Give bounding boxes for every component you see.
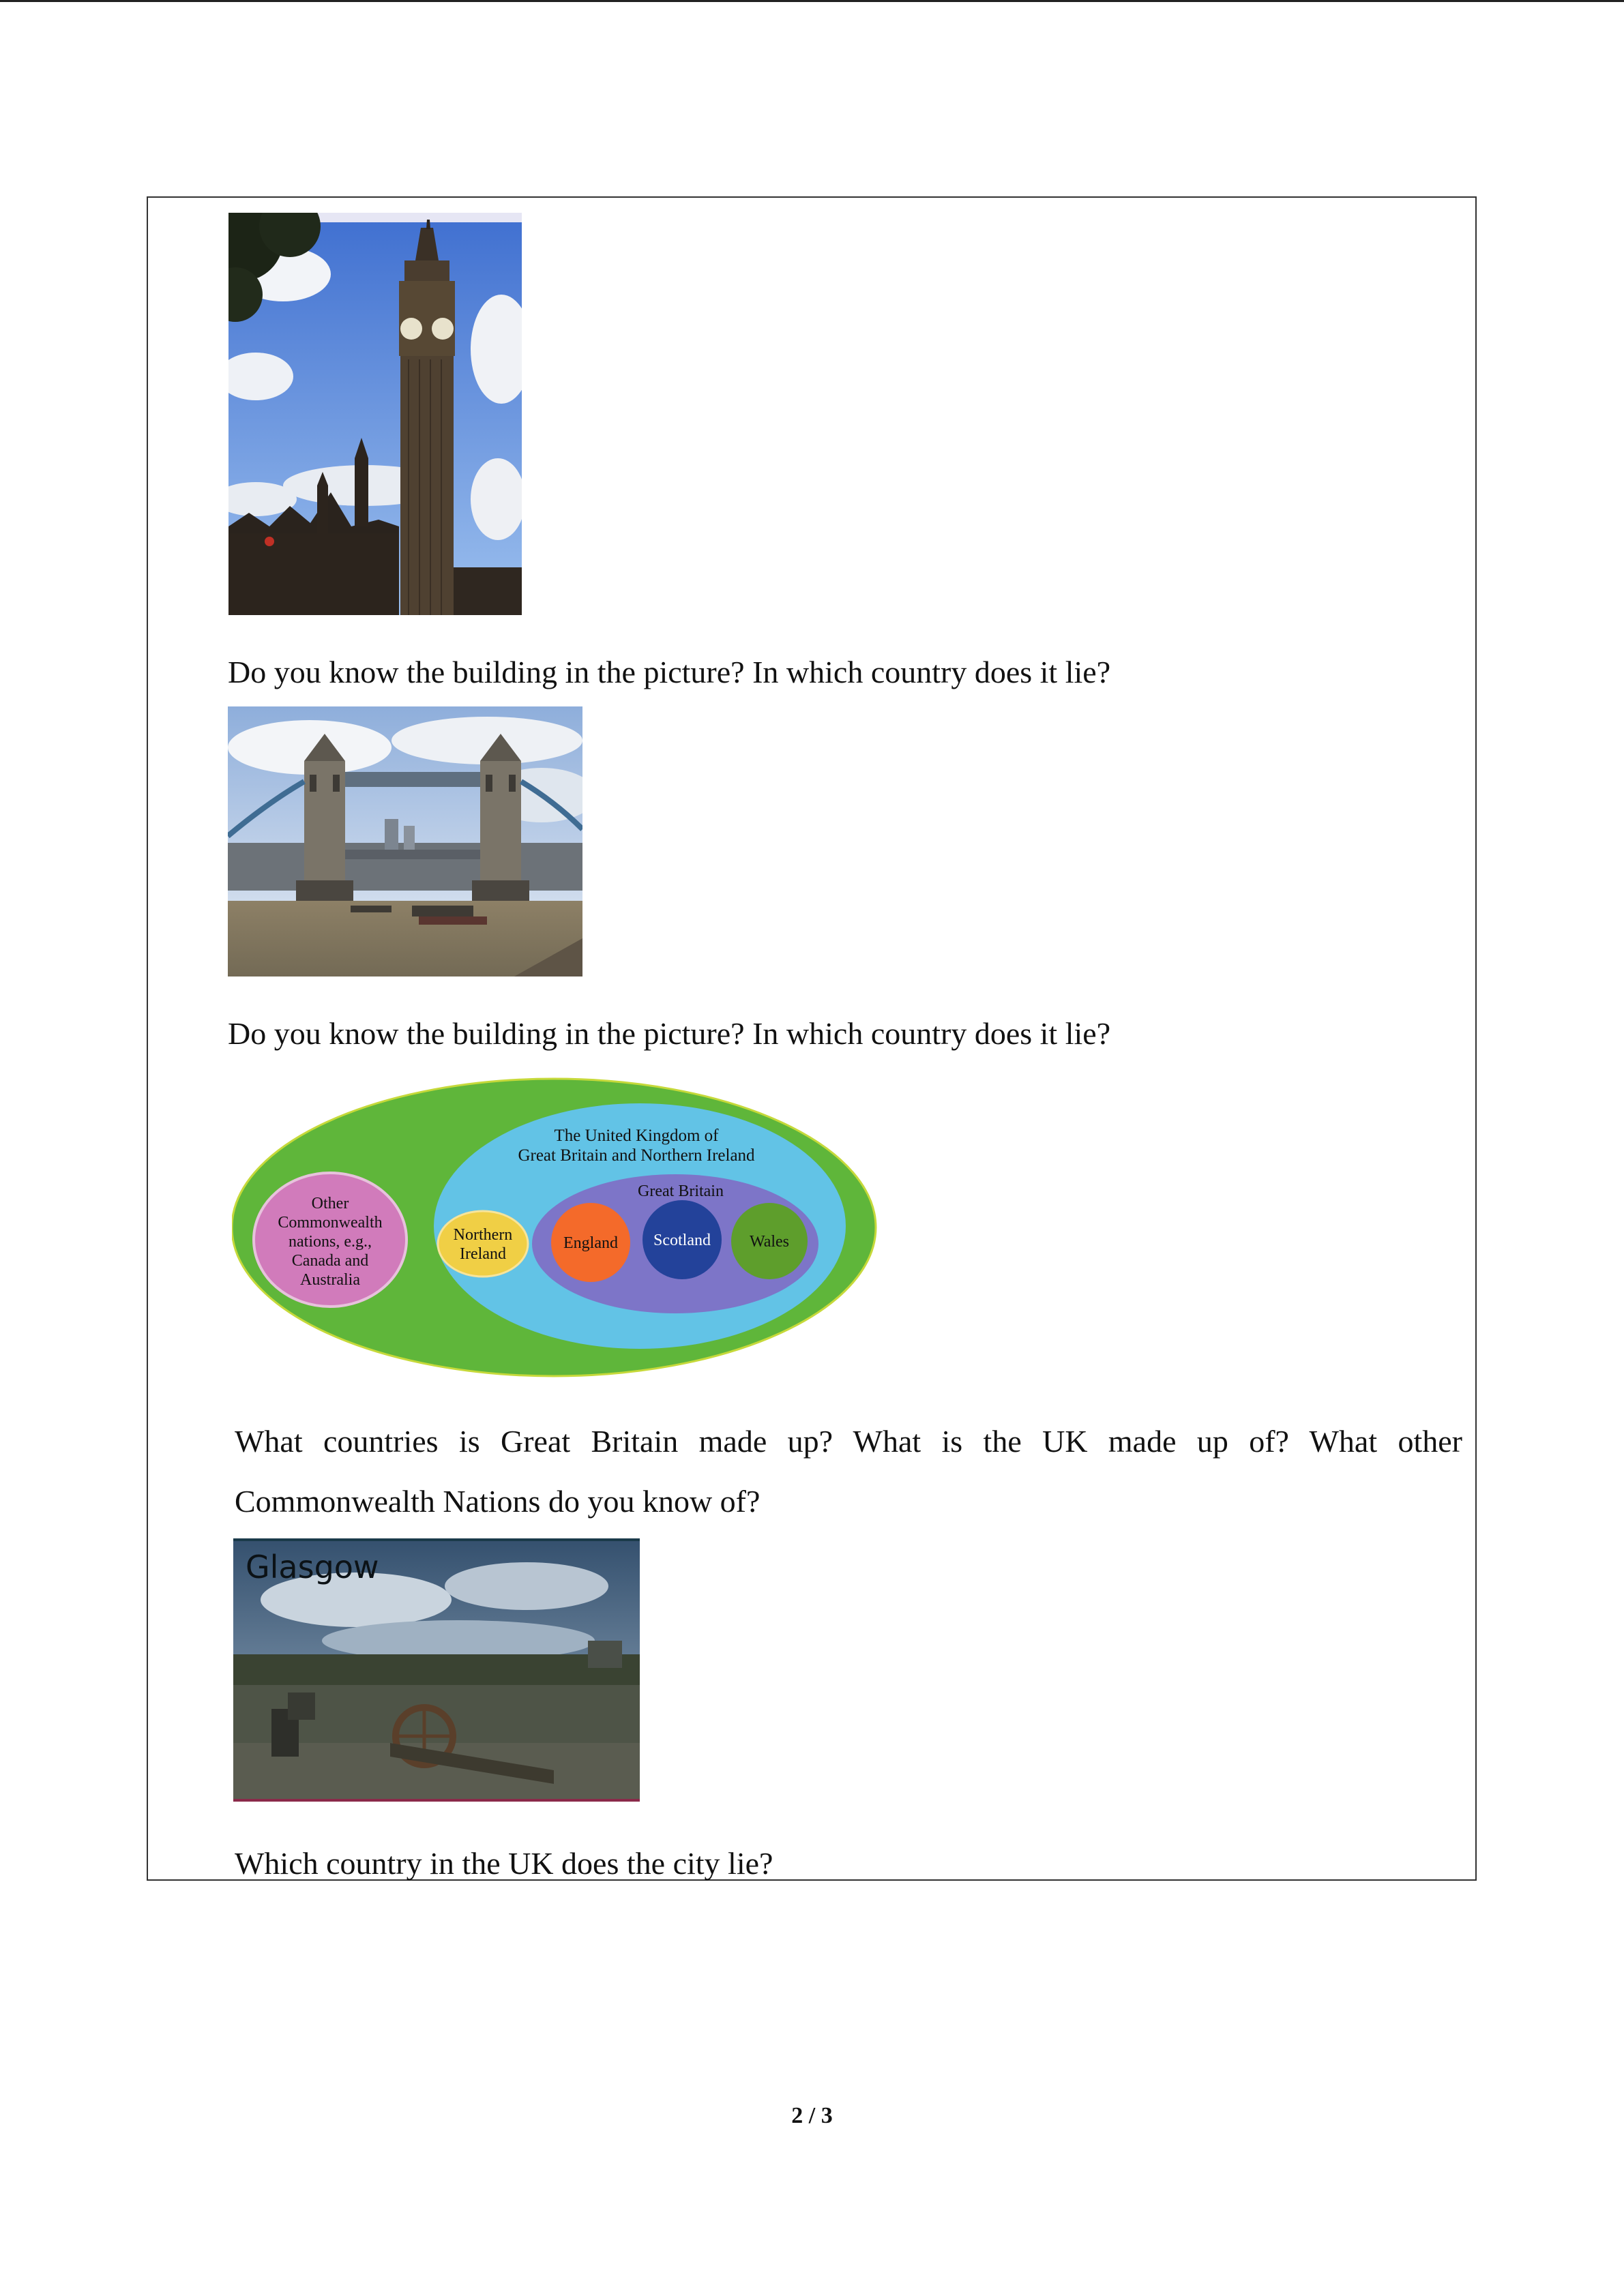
gb-title: Great Britain [638, 1182, 724, 1200]
big-ben-photo [228, 213, 522, 615]
question-1: Do you know the building in the picture? In which country does it lie? [228, 655, 1111, 689]
glasgow-caption: Glasgow [246, 1549, 379, 1585]
england-label: England [563, 1234, 618, 1252]
other-line5: Australia [300, 1271, 360, 1289]
ni-line2: Ireland [460, 1245, 506, 1263]
top-rule [0, 0, 1624, 2]
question-2: Do you know the building in the picture? In which country does it lie? [228, 1016, 1111, 1051]
other-line3: nations, e.g., [289, 1233, 372, 1251]
uk-title-line2: Great Britain and Northern Ireland [518, 1146, 755, 1165]
uk-venn-diagram [232, 1076, 880, 1380]
scotland-label: Scotland [653, 1232, 711, 1249]
uk-title-line1: The United Kingdom of [554, 1127, 719, 1145]
glasgow-photo [233, 1538, 640, 1802]
page-number: 2 / 3 [791, 2103, 833, 2128]
wales-label: Wales [749, 1233, 790, 1251]
other-line4: Canada and [291, 1252, 369, 1270]
question-4: Which country in the UK does the city lie? [235, 1846, 773, 1881]
other-line1: Other [311, 1195, 349, 1212]
question-3: What countries is Great Britain made up? What is the UK made up of? What other Commonwealth Nations do you know of? [235, 1424, 1462, 1519]
ni-line1: Northern [453, 1226, 513, 1244]
tower-bridge-photo [228, 706, 582, 976]
other-line2: Commonwealth [278, 1214, 383, 1232]
